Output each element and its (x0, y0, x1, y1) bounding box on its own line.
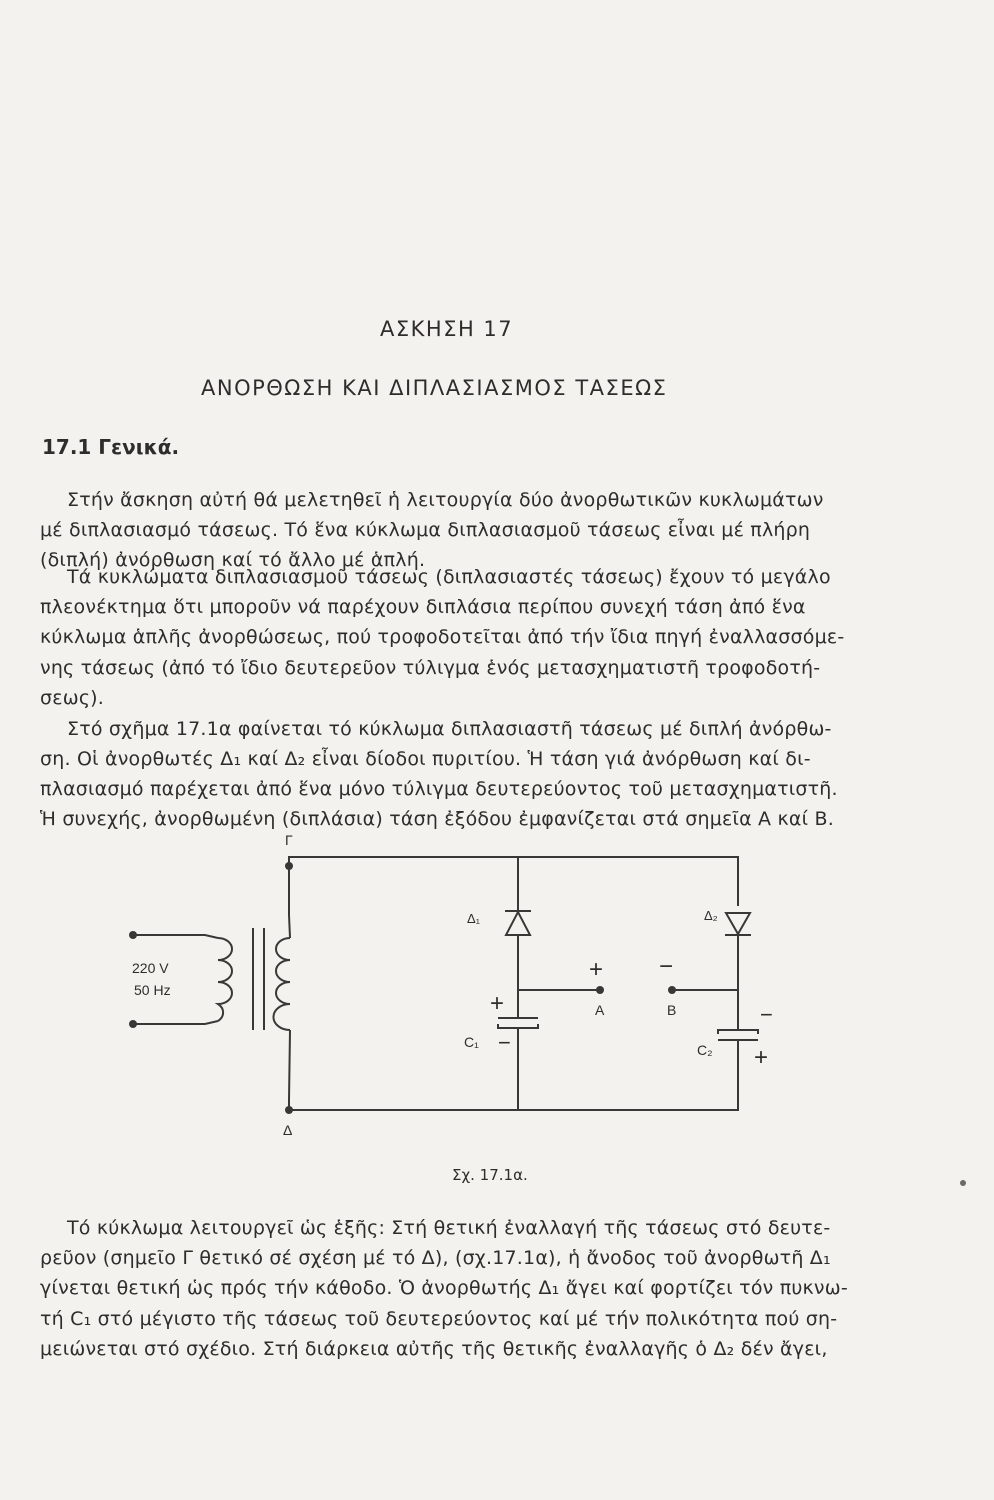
primary-bottom-lead (133, 1021, 218, 1024)
text-line: πλεονέκτημα ὅτι μποροῦν νά παρέχουν διπλάσια περίπου συνεχή τάση ἀπό ἕνα (40, 596, 806, 618)
secondary-top-lead (289, 866, 290, 938)
capacitor-c1-plate (498, 1024, 538, 1028)
label-c2: C₂ (697, 1042, 713, 1058)
secondary-bottom-lead (289, 1030, 290, 1100)
label-point-b: B (667, 1002, 677, 1018)
text-line: (διπλή) ἀνόρθωση καί τό ἄλλο μέ ἁπλή. (40, 549, 426, 571)
label-c1: C₁ (464, 1034, 479, 1050)
figure-caption: Σχ. 17.1α. (452, 1166, 528, 1184)
terminal-a (596, 986, 604, 994)
label-c1-minus: − (498, 1030, 511, 1055)
label-gamma: Γ (285, 832, 293, 848)
text-line: ση. Οἱ ἀνορθωτές Δ₁ καί Δ₂ εἶναι δίοδοι πυριτίου. Ἡ τάση γιά ἀνόρθωση καί δι- (40, 748, 811, 770)
label-minus-b: − (659, 953, 674, 980)
bottom-wire (289, 1063, 738, 1110)
label-point-a: A (595, 1002, 605, 1018)
primary-terminal-bottom (129, 1020, 137, 1028)
label-c1-plus: + (490, 990, 505, 1017)
chapter-title: ΑΝΟΡΘΩΣΗ ΚΑΙ ΔΙΠΛΑΣΙΑΣΜΟΣ ΤΑΣΕΩΣ (201, 376, 668, 400)
primary-terminal-top (129, 931, 137, 939)
primary-coil (218, 938, 232, 1021)
label-plus-a: + (589, 956, 604, 983)
text-line: μέ διπλασιασμό τάσεως. Τό ἕνα κύκλωμα διπλασιασμοῦ τάσεως εἶναι μέ πλήρη (40, 519, 811, 541)
text-line: Στό σχῆμα 17.1α φαίνεται τό κύκλωμα διπλασιαστῆ τάσεως μέ διπλή ἀνόρθω- (67, 718, 832, 740)
text-line: Ἡ συνεχής, ἀνορθωμένη (διπλάσια) τάση ἐξόδου ἐμφανίζεται στά σημεῖα Α καί Β. (40, 808, 834, 830)
text-line: ρεῦον (σημεῖο Γ θετικό σέ σχέση μέ τό Δ), (σχ.17.1α), ἡ ἄνοδος τοῦ ἀνορθωτῆ Δ₁ (40, 1247, 831, 1269)
text-line: πλασιασμό παρέχεται ἀπό ἕνα μόνο τύλιγμα δευτερεύοντος τοῦ μετασχηματιστῆ. (40, 778, 838, 800)
label-d1: Δ₁ (467, 911, 481, 926)
terminal-b (668, 986, 676, 994)
text-line: Τό κύκλωμα λειτουργεῖ ὡς ἑξῆς: Στή θετική ἐναλλαγή τῆς τάσεως στό δευτε- (67, 1217, 831, 1239)
text-line: Τά κυκλώματα διπλασιασμοῦ τάσεως (διπλασιαστές τάσεως) ἔχουν τό μεγάλο (67, 566, 831, 588)
primary-top-lead (133, 935, 218, 938)
text-line: κύκλωμα ἁπλῆς ἀνορθώσεως, πού τροφοδοτεῖται ἀπό τήν ἴδια πηγή ἐναλλασσόμε- (40, 626, 845, 648)
text-line: γίνεται θετική ὡς πρός τήν κάθοδο. Ὁ ἀνορθωτής Δ₁ ἄγει καί φορτίζει τόν πυκνω- (40, 1277, 848, 1299)
diode-d2 (726, 913, 750, 934)
text-line: σεως). (40, 687, 105, 709)
label-frequency: 50 Hz (134, 982, 171, 998)
capacitor-c2-plate (718, 1030, 758, 1034)
text-line: τή C₁ στό μέγιστο τῆς τάσεως τοῦ δευτερεύοντος καί μέ τήν πολικότητα πού ση- (40, 1308, 838, 1330)
label-c2-plus: + (754, 1044, 769, 1071)
label-c2-minus: − (760, 1002, 773, 1027)
text-line: Στήν ἄσκηση αὐτή θά μελετηθεῖ ἡ λειτουργία δύο ἀνορθωτικῶν κυκλωμάτων (67, 489, 824, 511)
text-line: νης τάσεως (ἀπό τό ἴδιο δευτερεῦον τύλιγμα ἑνός μετασχηματιστῆ τροφοδοτή- (40, 657, 821, 679)
top-wire (289, 857, 738, 906)
speck-mark (960, 1180, 966, 1186)
terminal-gamma (285, 862, 293, 870)
exercise-title: ΑΣΚΗΣΗ 17 (380, 317, 514, 341)
label-d2: Δ₂ (704, 908, 718, 923)
diode-d1 (506, 912, 530, 935)
secondary-coil (273, 938, 290, 1030)
label-voltage: 220 V (132, 960, 169, 976)
section-heading: 17.1 Γενικά. (42, 435, 180, 459)
label-delta: Δ (283, 1122, 293, 1138)
text-line: μειώνεται στό σχέδιο. Στή διάρκεια αὐτῆς τῆς θετικῆς ἐναλλαγῆς ὁ Δ₂ δέν ἄγει, (40, 1338, 828, 1360)
terminal-delta (285, 1106, 293, 1114)
